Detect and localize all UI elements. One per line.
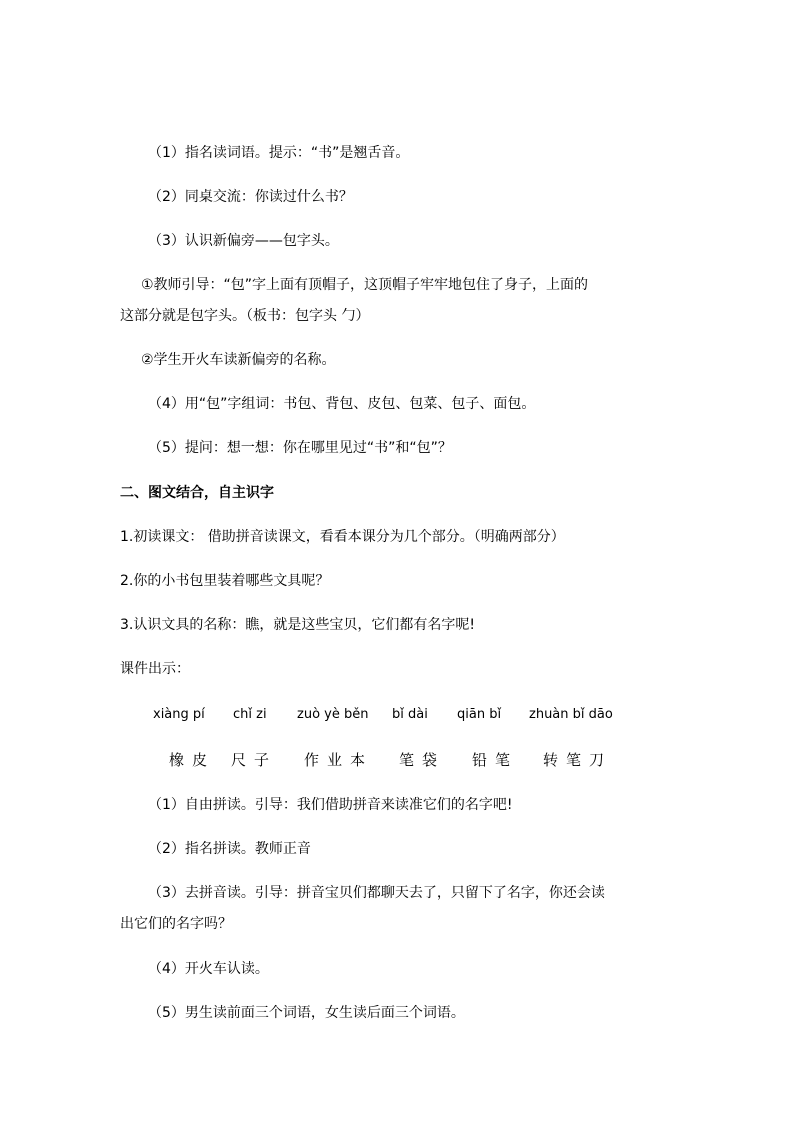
section-heading: 二、图文结合，自主识字 xyxy=(120,485,274,501)
word-chizi: 尺子 xyxy=(231,751,278,769)
reading-item-4: （4）开火车认读。 xyxy=(148,961,269,977)
step-2: 2.你的小书包里装着哪些文具呢？ xyxy=(120,573,330,589)
reading-item-5: （5）男生读前面三个词语，女生读后面三个词语。 xyxy=(148,1005,465,1021)
pinyin-zhuanbidao: zhuàn bǐ dāo xyxy=(529,707,613,722)
pinyin-zuoyeben: zuò yè běn xyxy=(297,707,369,722)
word-bidai: 笔袋 xyxy=(399,751,446,769)
word-qianbi: 铅笔 xyxy=(472,751,519,769)
paragraph-sub-2: ②学生开火车读新偏旁的名称。 xyxy=(141,352,336,368)
step-3: 3.认识文具的名称：瞧，就是这些宝贝，它们都有名字呢! xyxy=(120,617,475,633)
paragraph-item-3: （3）认识新偏旁——包字头。 xyxy=(148,233,339,249)
pinyin-xiangpi: xiàng pí xyxy=(153,707,205,722)
paragraph-item-2: （2）同桌交流：你读过什么书？ xyxy=(148,189,353,205)
word-row xyxy=(0,750,794,770)
paragraph-sub-1-line-2: 这部分就是包字头。（板书：包字头 勹） xyxy=(120,308,370,324)
step-1: 1.初读课文： 借助拼音读课文，看看本课分为几个部分。（明确两部分） xyxy=(120,529,565,545)
pinyin-bidai: bǐ dài xyxy=(392,707,428,722)
pinyin-qianbi: qiān bǐ xyxy=(457,707,502,722)
paragraph-item-4: （4）用“包”字组词：书包、背包、皮包、包菜、包子、面包。 xyxy=(148,396,536,412)
word-zhuanbidao: 转笔刀 xyxy=(543,751,613,769)
pinyin-chizi: chǐ zi xyxy=(233,707,267,722)
courseware-label: 课件出示： xyxy=(120,661,190,677)
reading-item-3-line-1: （3）去拼音读。引导：拼音宝贝们都聊天去了，只留下了名字，你还会读 xyxy=(148,885,605,901)
word-zuoyeben: 作业本 xyxy=(304,751,374,769)
reading-item-3-line-2: 出它们的名字吗？ xyxy=(120,916,232,932)
reading-item-2: （2）指名拼读。教师正音 xyxy=(148,841,311,857)
paragraph-item-5: （5）提问：想一想：你在哪里见过“书”和“包”？ xyxy=(148,440,452,456)
pinyin-row xyxy=(0,705,794,725)
reading-item-1: （1）自由拼读。引导：我们借助拼音来读准它们的名字吧! xyxy=(148,797,513,813)
word-xiangpi: 橡皮 xyxy=(169,751,216,769)
paragraph-sub-1-line-1: ①教师引导：“包”字上面有顶帽子，这顶帽子牢牢地包住了身子，上面的 xyxy=(141,277,589,293)
paragraph-item-1: （1）指名读词语。提示：“书”是翘舌音。 xyxy=(148,145,410,161)
